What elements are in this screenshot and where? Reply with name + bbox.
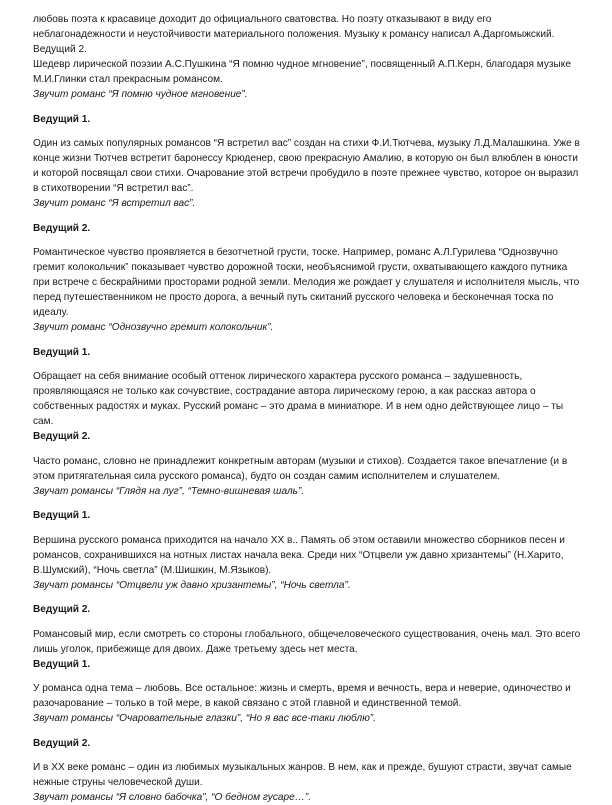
speaker-heading: Ведущий 2. xyxy=(33,431,91,442)
paragraph: Шедевр лирической поэзии А.С.Пушкина “Я помню чудное мгновение”, посвященный А.П.Керн, благодаря музыке М.И.Глинки стал прекрасным романсом. xyxy=(33,59,571,85)
speaker-heading: Ведущий 2. xyxy=(33,222,91,234)
speaker-heading: Ведущий 2. xyxy=(33,604,91,615)
stage-direction: Звучит романс “Я помню чудное мгновение”. xyxy=(33,89,248,100)
stage-direction: Звучат романсы “Я словно бабочка”, “О бедном гусаре…”. xyxy=(33,792,312,803)
speaker-heading: Ведущий 1. xyxy=(33,510,91,521)
speaker-heading: Ведущий 2. xyxy=(33,737,91,749)
stage-direction: Звучит романс “Я встретил вас”. xyxy=(33,198,196,209)
stage-direction: Звучат романсы “Глядя на луг”, “Темно-вишневая шаль”. xyxy=(33,485,305,497)
paragraph: Часто романс, словно не принадлежит конкретным авторам (музыки и стихов). Создается такое впечатление (и в этом притягательная сила русского романса), будто он создан самим исполнителем и слушателем. xyxy=(33,455,568,482)
speaker-heading: Ведущий 2. xyxy=(33,44,87,55)
paragraph: Вершина русского романса приходится на начало XX в.. Память об этом оставили множество сборников песен и романсов, сохранившихся на нотных листах начала века. Среди них “Отцвели уж давно хризантемы” (Н.Харито, В.Шумский), “Ночь светла” (М.Шишкин, М.Языков). xyxy=(33,534,565,576)
stage-direction: Звучат романсы “Отцвели уж давно хризантемы”, “Ночь светла”. xyxy=(33,579,351,591)
speaker-heading: Ведущий 1. xyxy=(33,658,91,670)
paragraph: любовь поэта к красавице доходит до официального сватовства. Но поэту отказывают в виду его неблагонадежности и неустойчивости материального положения. Музыку к романсу написал А.Даргомыжский. xyxy=(33,14,555,40)
speaker-heading: Ведущий 1. xyxy=(33,113,91,125)
stage-direction: Звучат романсы “Очаровательные глазки”, “Но я вас все-таки люблю”. xyxy=(33,713,376,724)
paragraph: Романсовый мир, если смотреть со стороны глобального, общечеловеческого существования, очень мал. Это всего лишь уголок, прибежище для двоих. Даже третьему здесь нет места. xyxy=(33,628,581,655)
paragraph: И в XX веке романс – один из любимых музыкальных жанров. В нем, как и прежде, бушуют страсти, звучат самые нежные струны человеческой души. xyxy=(33,762,572,788)
paragraph: У романса одна тема – любовь. Все остальное: жизнь и смерть, время и вечность, вера и неверие, одиночество и разочарование – только в той мере, в какой связано с этой главной и единственной темой. xyxy=(33,683,571,709)
stage-direction: Звучит романс “Однозвучно гремит колокольчик”. xyxy=(33,322,274,333)
speaker-heading: Ведущий 1. xyxy=(33,346,91,358)
paragraph: Обращает на себя внимание особый оттенок лирического характера русского романса – задушевность, проявляющаяся не только как сочувствие, сострадание автора лирическому герою, а как рассказ автора о собственных радостях и муках. Русский романс – это драма в миниатюре. И в нем одно действующее лицо – ты сам. xyxy=(33,371,564,427)
paragraph: Романтическое чувство проявляется в безотчетной грусти, тоске. Например, романс А.Л.Гурилева “Однозвучно гремит колокольчик” показывает чувство дорожной тоски, необъяснимой грусти, охватывающего каждого путника при встрече с бескрайними просторами родной земли. Мелодия же рождает у слушателя и исполнителя мысль, что перед путешественником не просто дорога, а вечный путь скитаний русского человека и бесконечная тоска по идеалу. xyxy=(33,247,580,318)
paragraph: Один из самых популярных романсов “Я встретил вас” создан на стихи Ф.И.Тютчева, музыку Л.Д.Малашкина. Уже в конце жизни Тютчев встретит баронессу Крюденер, свою прекрасную Амалию, в которую он был влюблен в юности и которой посвящал свои стихи. Очарование этой встречи пробудило в поэте прежнее чувство, которое он выразил в стихотворении “Я встретил вас”. xyxy=(33,138,580,194)
